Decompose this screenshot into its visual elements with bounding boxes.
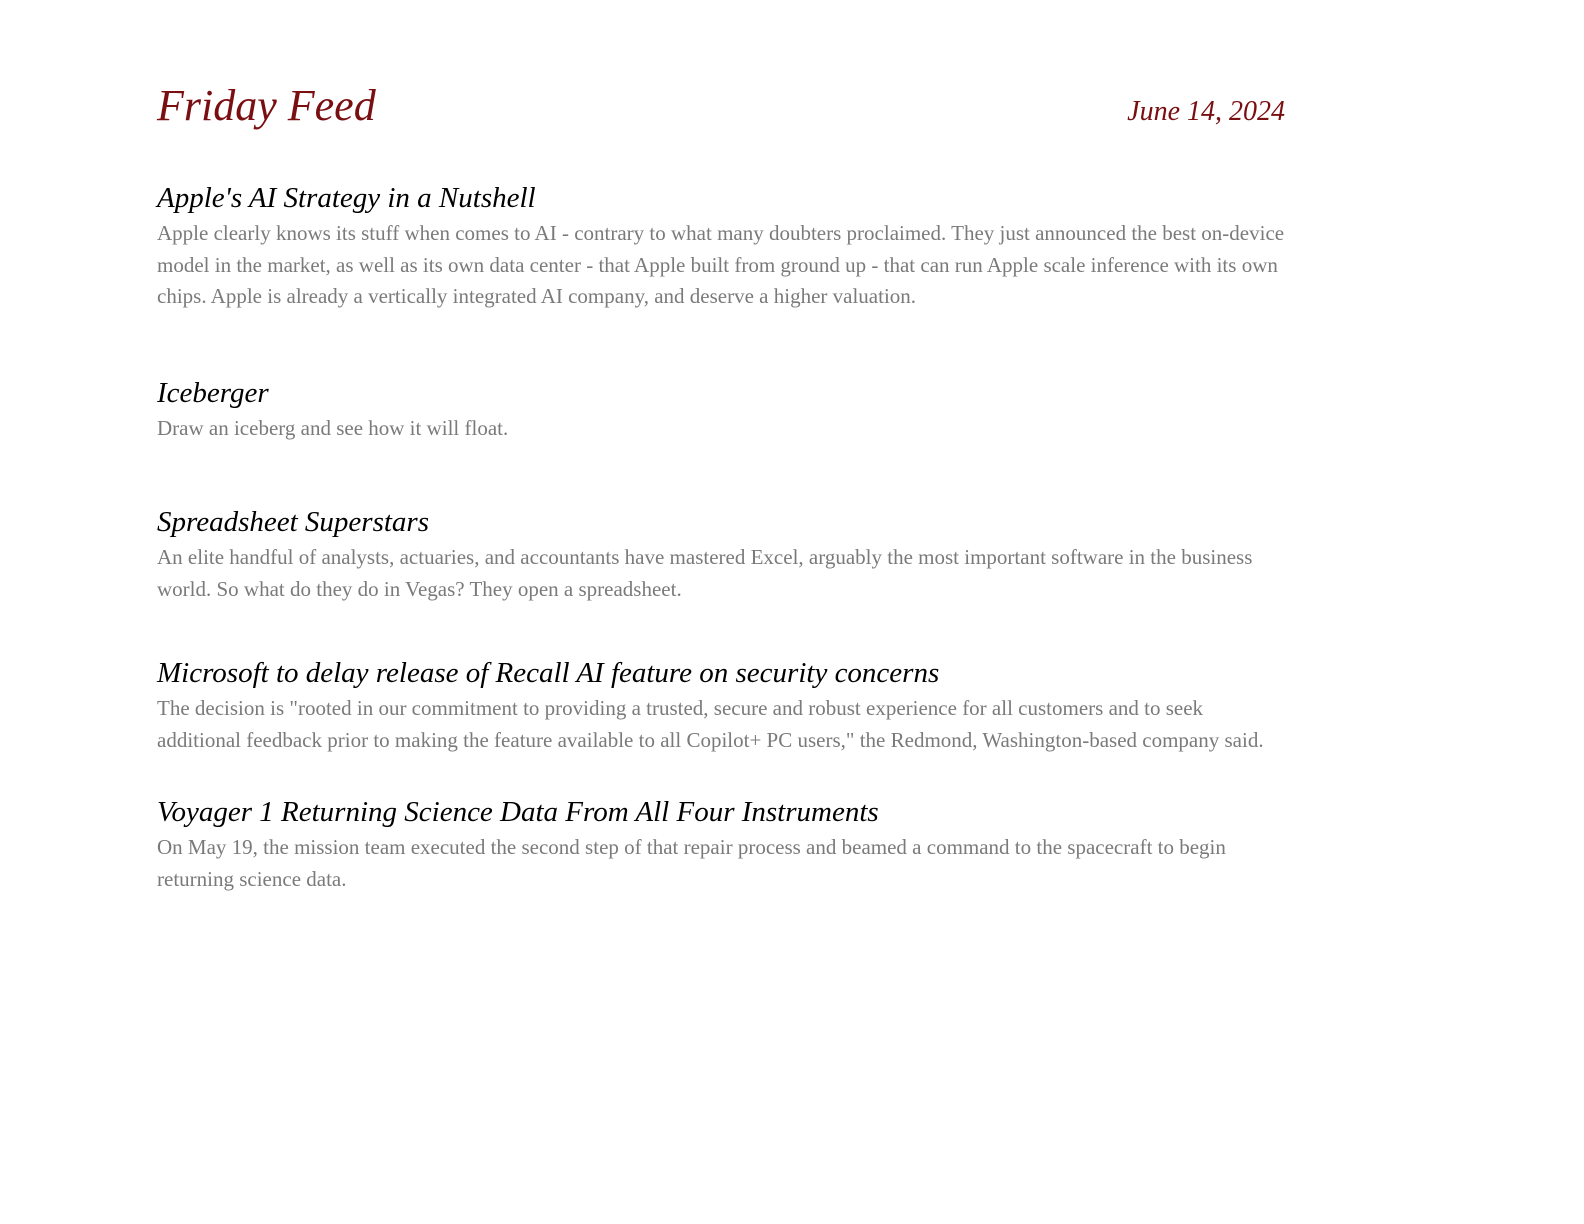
article-summary: The decision is "rooted in our commitment to providing a trusted, secure and robust experience for all customers and to seek additional feedback prior to making the feature available to all Copilot+ PC users," the Redmond, Washington-based company said. — [157, 696, 1264, 752]
feed-header — [157, 78, 1285, 150]
article-item — [157, 180, 1285, 313]
feed-page — [157, 78, 1285, 925]
article-title[interactable]: Apple's AI Strategy in a Nutshell — [157, 182, 536, 214]
article-title[interactable]: Spreadsheet Superstars — [157, 506, 429, 538]
article-title[interactable]: Voyager 1 Returning Science Data From All Four Instruments — [157, 796, 879, 828]
article-summary: On May 19, the mission team executed the second step of that repair process and beamed a command to the spacecraft to begin returning science data. — [157, 835, 1226, 891]
article-title[interactable]: Iceberger — [157, 376, 269, 409]
article-item — [157, 794, 1285, 895]
page-title: Friday Feed — [157, 81, 376, 130]
article-summary: Draw an iceberg and see how it will float. — [157, 415, 509, 440]
article-summary: An elite handful of analysts, actuaries, and accountants have mastered Excel, arguably the most important software in the business world. So what do they do in Vegas? They open a spreadsheet. — [157, 545, 1253, 601]
article-item — [157, 655, 1285, 756]
article-item — [157, 375, 1285, 445]
feed-date: June 14, 2024 — [1127, 96, 1285, 127]
article-item — [157, 504, 1285, 605]
article-title[interactable]: Microsoft to delay release of Recall AI feature on security concerns — [157, 657, 940, 689]
article-summary: Apple clearly knows its stuff when comes to AI - contrary to what many doubters proclaimed. They just announced the best on-device model in the market, as well as its own data center - that Apple built from ground up - that can run Apple scale inference with its own chips. Apple is already a vertically integrated AI company, and deserve a higher valuation. — [157, 221, 1285, 308]
